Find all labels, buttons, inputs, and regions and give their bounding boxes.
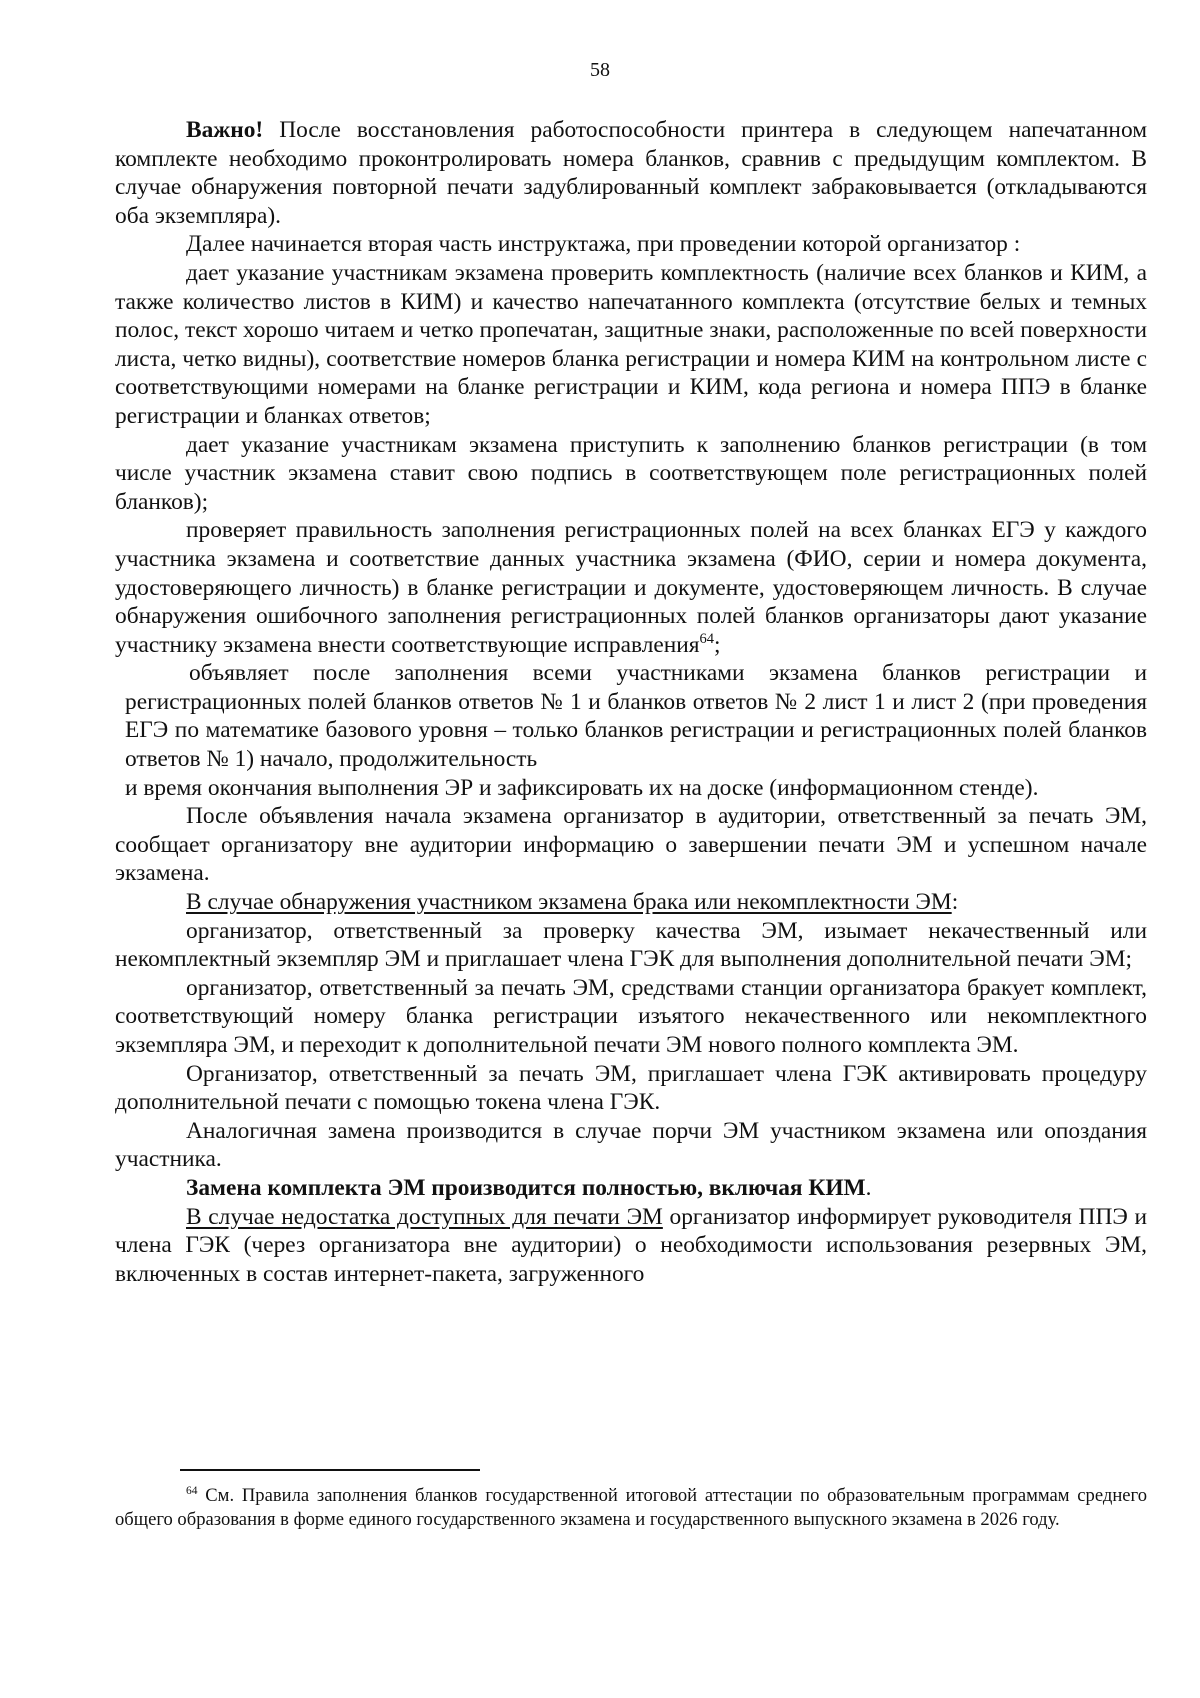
paragraph-quality-organizer: организатор, ответственный за проверку качества ЭМ, изымает некачественный или некомплектный экземпляр ЭМ и приглашает члена ГЭК для выполнения дополнительной печати ЭМ;	[115, 917, 1147, 973]
footnote-paragraph	[115, 1484, 1147, 1532]
underlined-heading: В случае недостатка доступных для печати ЭМ	[186, 1203, 663, 1230]
paragraph-full-replacement	[115, 1174, 1147, 1203]
paragraph-after-announcement: После объявления начала экзамена организатор в аудитории, ответственный за печать ЭМ, сообщает организатору вне аудитории информацию о завершении печати ЭМ и успешном начале экзамена.	[115, 803, 1147, 887]
paragraph-announce-start: объявляет после заполнения всеми участниками экзамена бланков регистрации и регистрационных полей бланков ответов № 1 и бланков ответов № 2 лист 1 и лист 2 (при проведения ЕГЭ по математике базового уровня – только бланков регистрации и регистрационных полей бланков ответов № 1) начало, продолжительность	[125, 660, 1147, 773]
paragraph-check-completeness: дает указание участникам экзамена проверить комплектность (наличие всех бланков и КИМ, а также количество листов в КИМ) и качество напечатанного комплекта (отсутствие белых и темных полос, текст хорошо читаем и четко пропечатан, защитные знаки, расположенные по всей поверхности листа, четко видны), соответствие номеров бланка регистрации и номера КИМ на контрольном листе с соответствующими номерами на бланке регистрации и КИМ, кода региона и номера ППЭ в бланке регистрации и бланках ответов;	[115, 259, 1147, 429]
underlined-heading: В случае обнаружения участником экзамена брака или некомплектности ЭМ	[186, 889, 952, 916]
important-label: Важно!	[186, 117, 264, 143]
paragraph-end: :	[951, 889, 959, 916]
paragraph-text: организатор информирует руководителя ППЭ и члена ГЭК (через организатора вне аудитории) о необходимости использования резервных ЭМ, включенных в состав интернет-пакета, загруженного	[115, 1203, 1147, 1287]
footnote	[115, 1484, 1147, 1532]
paragraph-token-activation: Организатор, ответственный за печать ЭМ, приглашает члена ГЭК активировать процедуру дополнительной печати с помощью токена члена ГЭК.	[115, 1060, 1147, 1116]
paragraph-instruction-part-two: Далее начинается вторая часть инструктажа, при проведении которой организатор :	[186, 231, 1021, 258]
bold-statement: Замена комплекта ЭМ производится полностью, включая КИМ	[186, 1174, 866, 1201]
footnote-number: 64	[186, 1484, 198, 1497]
paragraph-fill-registration: дает указание участникам экзамена приступить к заполнению бланков регистрации (в том числе участник экзамена ставит свою подпись в соответствующем поле регистрационных полей бланков);	[115, 431, 1147, 515]
footnote-text: См. Правила заполнения бланков государственной итоговой аттестации по образовательным программам среднего общего образования в форме единого государственного экзамена и государственного выпускного экзамена в 2026 году.	[115, 1485, 1147, 1530]
paragraph-important	[115, 116, 1147, 230]
paragraph-similar-replacement: Аналогичная замена производится в случае порчи ЭМ участником экзамена или опоздания участника.	[115, 1117, 1147, 1173]
paragraph-announce-start-last-line: и время окончания выполнения ЭР и зафиксировать их на доске (информационном стенде).	[125, 774, 1039, 801]
paragraph-end: ;	[714, 631, 721, 658]
document-body	[115, 116, 1147, 1288]
paragraph-verify-fields	[115, 516, 1147, 659]
footnote-reference: 64	[699, 630, 715, 647]
paragraph-print-organizer: организатор, ответственный за печать ЭМ, средствами станции организатора бракует комплект, соответствующий номеру бланка регистрации изъятого некачественного или некомплектного экземпляра ЭМ, и переходит к дополнительной печати ЭМ нового полного комплекта ЭМ.	[115, 974, 1147, 1058]
paragraph-shortage	[115, 1203, 1147, 1289]
page-number: 58	[590, 59, 610, 81]
paragraph-end: .	[865, 1174, 872, 1201]
paragraph-defect-heading	[115, 888, 1147, 917]
paragraph-text: проверяет правильность заполнения регистрационных полей на всех бланках ЕГЭ у каждого участника экзамена и соответствие данных участника экзамена (ФИО, серии и номера документа, удостоверяющего личность) в бланке регистрации и документе, удостоверяющем личность. В случае обнаружения ошибочного заполнения регистрационных полей бланков организаторы дают указание участнику экзамена внести соответствующие исправления	[115, 517, 1147, 658]
footnote-divider	[180, 1469, 480, 1471]
paragraph-text: После восстановления работоспособности принтера в следующем напечатанном комплекте необходимо проконтролировать номера бланков, сравнив с предыдущим комплектом. В случае обнаружения повторной печати задублированный комплект забраковывается (откладываются оба экземпляра).	[115, 117, 1147, 229]
